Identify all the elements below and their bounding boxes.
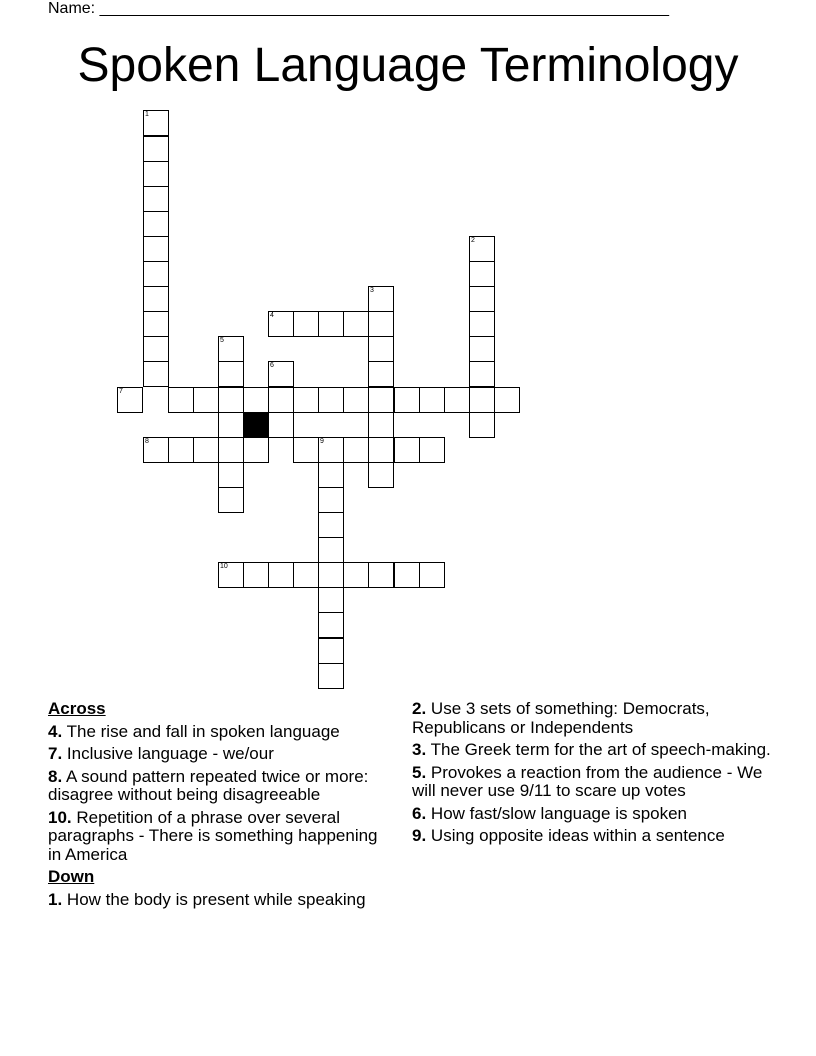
grid-cell[interactable] [318, 612, 344, 638]
grid-cell[interactable] [293, 562, 319, 588]
grid-cell[interactable] [469, 236, 495, 262]
grid-cell[interactable] [218, 412, 244, 438]
grid-cell[interactable] [268, 387, 294, 413]
grid-cell[interactable] [318, 462, 344, 488]
grid-cell[interactable] [368, 311, 394, 337]
grid-cell[interactable] [143, 136, 169, 162]
clue-down-1 [48, 891, 388, 910]
grid-cell[interactable] [469, 387, 495, 413]
grid-cell[interactable] [318, 638, 344, 664]
grid-cell[interactable] [218, 437, 244, 463]
clue-text: The rise and fall in spoken language [66, 721, 340, 741]
grid-cell[interactable] [143, 186, 169, 212]
grid-cell[interactable] [469, 261, 495, 287]
clue-number: 3. [412, 740, 427, 759]
grid-cell[interactable] [143, 361, 169, 387]
grid-cell[interactable] [218, 387, 244, 413]
clue-text: How the body is present while speaking [66, 889, 366, 909]
grid-cell[interactable] [143, 311, 169, 337]
grid-cell[interactable] [343, 387, 369, 413]
clues-right-column [412, 700, 772, 850]
grid-cell[interactable] [218, 487, 244, 513]
grid-cell[interactable] [494, 387, 520, 413]
grid-cell[interactable] [293, 387, 319, 413]
grid-cell[interactable] [143, 336, 169, 362]
grid-cell[interactable] [419, 437, 445, 463]
clue-down-6 [412, 805, 772, 824]
clues-left-column [48, 700, 388, 913]
clue-number: 7. [48, 744, 63, 763]
grid-cell[interactable] [419, 562, 445, 588]
clue-number-label: 2 [471, 237, 475, 244]
clue-number-label: 3 [370, 287, 374, 294]
grid-cell[interactable] [143, 211, 169, 237]
grid-cell[interactable] [318, 387, 344, 413]
clue-number-label: 4 [270, 312, 274, 319]
grid-cell[interactable] [268, 361, 294, 387]
clue-number-label: 6 [270, 362, 274, 369]
grid-cell[interactable] [268, 562, 294, 588]
clue-down-5 [412, 764, 772, 801]
grid-cell[interactable] [243, 562, 269, 588]
grid-cell[interactable] [268, 311, 294, 337]
grid-cell[interactable] [318, 487, 344, 513]
grid-cell[interactable] [318, 663, 344, 689]
grid-cell[interactable] [469, 361, 495, 387]
grid-cell[interactable] [318, 587, 344, 613]
page-title: Spoken Language Terminology [77, 39, 739, 92]
grid-cell[interactable] [193, 387, 219, 413]
grid-cell[interactable] [168, 437, 194, 463]
clue-across-8 [48, 768, 388, 805]
clue-text: The Greek term for the art of speech-making. [430, 740, 771, 759]
clue-number: 8. [48, 766, 63, 786]
grid-cell[interactable] [143, 110, 169, 136]
across-heading: Across [48, 699, 106, 718]
grid-cell[interactable] [143, 261, 169, 287]
clue-number: 2. [412, 699, 427, 718]
grid-cell[interactable] [368, 437, 394, 463]
grid-cell[interactable] [318, 437, 344, 463]
clue-text: Repetition of a phrase over several paragraphs - There is something happening in America [48, 807, 378, 864]
grid-cell[interactable] [218, 462, 244, 488]
grid-cell[interactable] [143, 437, 169, 463]
grid-cell[interactable] [368, 412, 394, 438]
clue-across-7 [48, 745, 388, 764]
grid-cell[interactable] [469, 336, 495, 362]
clue-down-2 [412, 700, 772, 737]
grid-cell[interactable] [419, 387, 445, 413]
clue-number: 1. [48, 889, 63, 909]
grid-cell[interactable] [218, 562, 244, 588]
clue-text: Provokes a reaction from the audience - We will never use 9/11 to scare up votes [412, 762, 763, 800]
grid-cell[interactable] [143, 236, 169, 262]
grid-cell[interactable] [117, 387, 143, 413]
clue-down-9 [412, 827, 772, 846]
grid-cell[interactable] [394, 437, 420, 463]
grid-cell[interactable] [368, 286, 394, 312]
clue-text: A sound pattern repeated twice or more: disagree without being disagreeable [48, 766, 369, 804]
grid-cell[interactable] [143, 161, 169, 187]
grid-cell[interactable] [293, 311, 319, 337]
grid-cell[interactable] [394, 387, 420, 413]
clue-text: Using opposite ideas within a sentence [430, 826, 725, 845]
clue-number-label: 1 [145, 111, 149, 118]
grid-cell[interactable] [368, 361, 394, 387]
clue-number: 10. [48, 807, 72, 827]
grid-cell[interactable] [268, 412, 294, 438]
grid-cell[interactable] [218, 361, 244, 387]
clue-text: How fast/slow language is spoken [430, 803, 688, 823]
grid-cell[interactable] [444, 387, 470, 413]
name-field[interactable]: Name: ________________________________________________________________ [48, 0, 670, 17]
down-heading: Down [48, 867, 95, 886]
grid-cell[interactable] [243, 437, 269, 463]
grid-cell[interactable] [318, 311, 344, 337]
grid-cell[interactable] [469, 286, 495, 312]
grid-cell[interactable] [469, 412, 495, 438]
grid-cell[interactable] [343, 311, 369, 337]
clue-number-label: 10 [220, 563, 228, 570]
grid-cell[interactable] [243, 387, 269, 413]
clue-number-label: 7 [119, 388, 123, 395]
clue-down-3 [412, 741, 772, 760]
clue-number-label: 9 [320, 438, 324, 445]
grid-cell[interactable] [318, 562, 344, 588]
grid-cell[interactable] [143, 286, 169, 312]
clue-number: 9. [412, 826, 427, 845]
grid-cell[interactable] [343, 562, 369, 588]
clue-across-4 [48, 723, 388, 742]
grid-cell[interactable] [318, 537, 344, 563]
clue-text: Use 3 sets of something: Democrats, Republicans or Independents [412, 699, 710, 737]
grid-cell[interactable] [368, 387, 394, 413]
grid-cell[interactable] [318, 512, 344, 538]
clue-number: 4. [48, 721, 63, 741]
grid-cell[interactable] [168, 387, 194, 413]
grid-cell[interactable] [218, 336, 244, 362]
grid-cell[interactable] [368, 562, 394, 588]
black-cell [243, 412, 269, 438]
clue-across-10 [48, 809, 388, 865]
grid-cell[interactable] [394, 562, 420, 588]
clue-text: Inclusive language - we/our [66, 744, 274, 763]
clue-number-label: 8 [145, 438, 149, 445]
grid-cell[interactable] [368, 336, 394, 362]
grid-cell[interactable] [293, 437, 319, 463]
clue-number: 5. [412, 762, 427, 782]
grid-cell[interactable] [343, 437, 369, 463]
grid-cell[interactable] [193, 437, 219, 463]
grid-cell[interactable] [469, 311, 495, 337]
clue-number: 6. [412, 803, 427, 823]
clue-number-label: 5 [220, 337, 224, 344]
grid-cell[interactable] [368, 462, 394, 488]
